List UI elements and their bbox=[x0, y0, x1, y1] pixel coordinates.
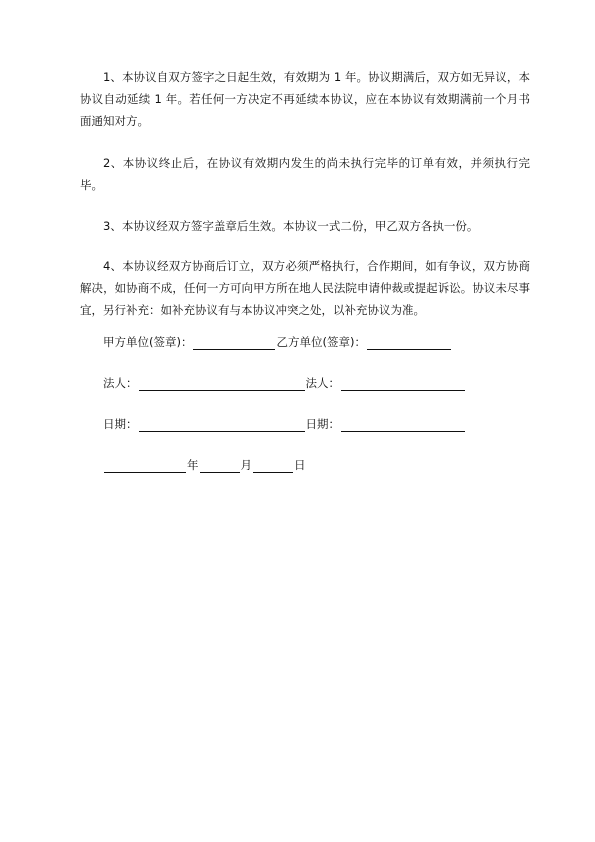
signature-row-units bbox=[103, 334, 452, 350]
clause-1: 1、本协议自双方签字之日起生效，有效期为 1 年。协议期满后，双方如无异议，本协议自动延续 1 年。若任何一方决定不再延续本协议，应在本协议有效期满前一个月书面通知对方。 bbox=[80, 70, 530, 128]
day-blank[interactable] bbox=[253, 460, 293, 473]
day-label: 日 bbox=[294, 458, 306, 472]
party-a-date-label: 日期： bbox=[103, 417, 138, 431]
party-a-unit-label: 甲方单位(签章)： bbox=[103, 335, 193, 349]
party-b-rep-label: 法人： bbox=[305, 376, 340, 390]
signature-row-ymd bbox=[103, 457, 306, 473]
clause-3: 3、本协议经双方签字盖章后生效。本协议一式二份，甲乙双方各执一份。 bbox=[103, 219, 479, 233]
month-label: 月 bbox=[240, 458, 252, 472]
party-a-rep-blank[interactable] bbox=[139, 378, 305, 391]
clause-2: 2、本协议终止后，在协议有效期内发生的尚未执行完毕的订单有效，并须执行完毕。 bbox=[80, 156, 530, 192]
year-blank[interactable] bbox=[104, 460, 186, 473]
signature-row-dates bbox=[103, 416, 466, 432]
party-a-date-blank[interactable] bbox=[139, 419, 305, 432]
signature-row-representatives bbox=[103, 375, 466, 391]
party-b-unit-blank[interactable] bbox=[367, 337, 451, 350]
party-a-rep-label: 法人： bbox=[103, 376, 138, 390]
party-b-unit-label: 乙方单位(签章)： bbox=[276, 335, 366, 349]
party-a-unit-blank[interactable] bbox=[193, 337, 275, 350]
party-b-rep-blank[interactable] bbox=[341, 378, 465, 391]
party-b-date-blank[interactable] bbox=[341, 419, 465, 432]
clause-4: 4、本协议经双方协商后订立，双方必须严格执行，合作期间，如有争议，双方协商解决，如协商不成，任何一方可向甲方所在地人民法院申请仲裁或提起诉讼。协议未尽事宜，另行补充：如补充协议有与本协议冲突之处，以补充协议为准。 bbox=[80, 259, 530, 317]
party-b-date-label: 日期： bbox=[305, 417, 340, 431]
month-blank[interactable] bbox=[200, 460, 240, 473]
year-label: 年 bbox=[187, 458, 199, 472]
